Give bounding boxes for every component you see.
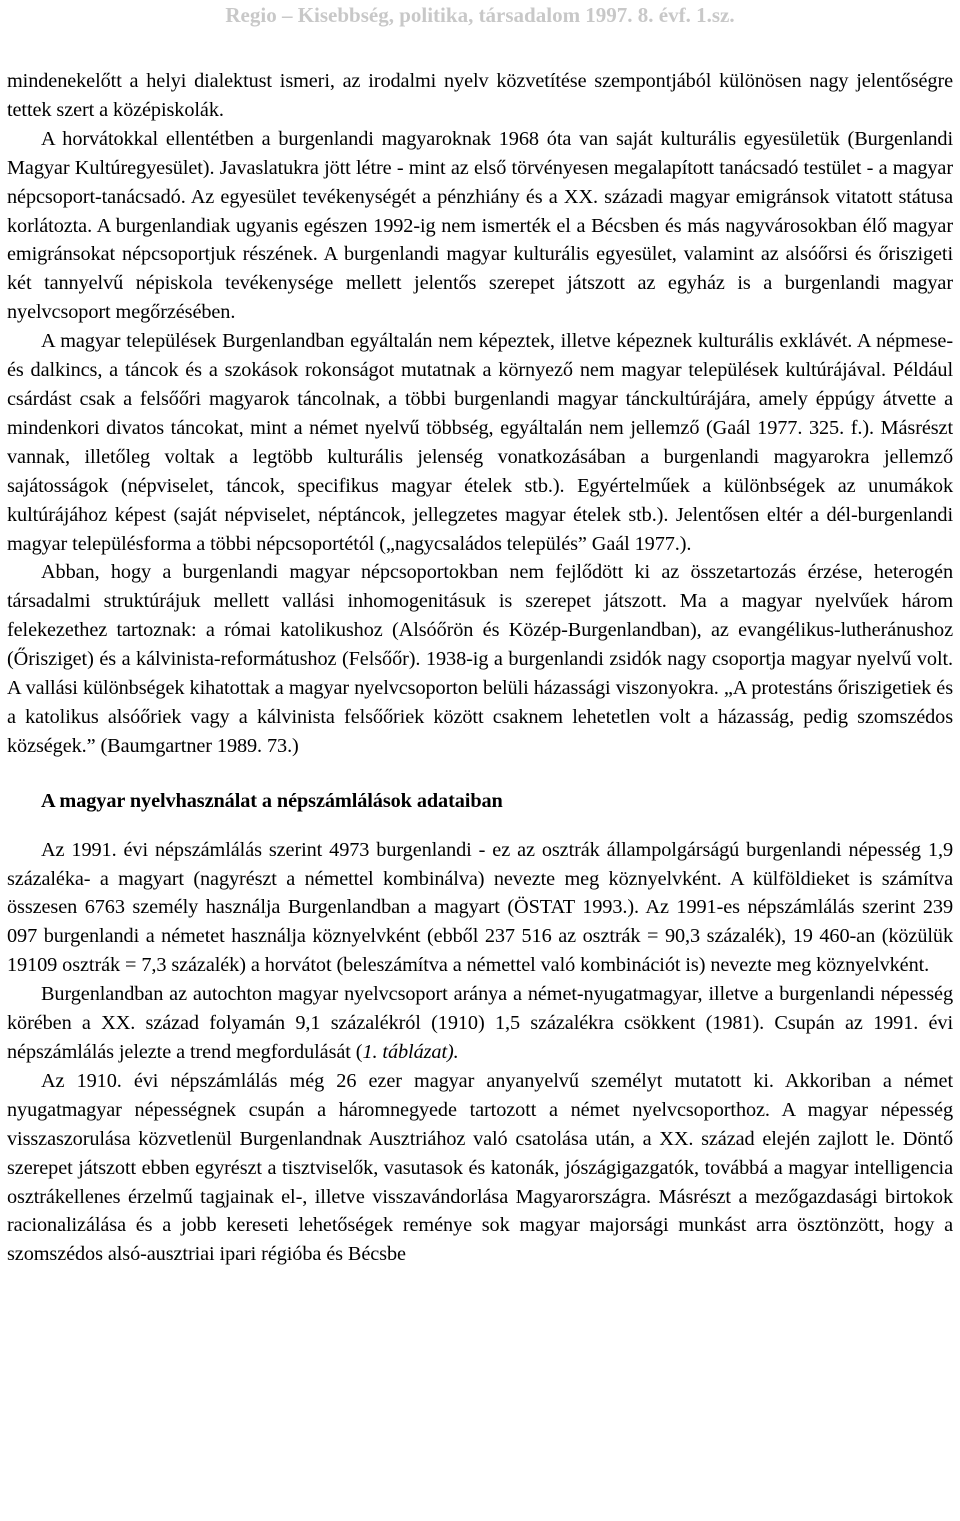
paragraph: Az 1991. évi népszámlálás szerint 4973 burgenlandi - ez az osztrák állampolgárságú burgenlandi népesség 1,9 százaléka- a magyart (nagyrészt a némettel kombinálva) nevezte meg köznyelvként. A külföldieket is számítva összesen 6763 személy használja Burgenlandban a magyart (ÖSTAT 1993.). Az 1991-es népszámlálás szerint 239 097 burgenlandi a németet használja köznyelvként (ebből 237 516 az osztrák = 90,3 százalék), 19 460-an (közülük 19109 osztrák = 7,3 százalék) a horvátot (beleszámítva a némettel való kombinációt is) nevezte meg köznyelvként. xyxy=(7,838,953,977)
section-heading: A magyar nyelvhasználat a népszámlálások adataiban xyxy=(41,789,503,812)
paragraph: Abban, hogy a burgenlandi magyar népcsoportokban nem fejlődött ki az összetartozás érzése, heterogén társadalmi struktúrájuk mellett vallási inhomogenitásuk is szerepet játszott. Ma a magyar nyelvűek három felekezethez tartoznak: a római katolikushoz (Alsóőrön és Közép-Burgenlandban), az evangélikus-lutheránushoz (Őrisziget) és a kálvinista-reformátushoz (Felsőőr). 1938-ig a burgenlandi zsidók nagy csoportja magyar nyelvű volt. A vallási különbségek kihatottak a magyar nyelvcsoporton belüli házassági viszonyokra. „A protestáns őriszigetiek és a katolikus alsóőriek vagy a kálvinista felsőőriek között csaknem lehetetlen volt a házasság, pedig szomszédos községek.” (Baumgartner 1989. 73.) xyxy=(7,561,953,757)
table-reference: 1. táblázat). xyxy=(362,1041,459,1063)
paragraph: mindenekelőtt a helyi dialektust ismeri, az irodalmi nyelv közvetítése szempontjából különösen nagy jelentőségre tettek szert a középiskolák. xyxy=(7,70,953,121)
paragraph xyxy=(7,980,953,1067)
paragraph: A magyar települések Burgenlandban egyáltalán nem képeztek, illetve képeznek kulturális exklávét. A népmese- és dalkincs, a táncok és a szokások rokonságot mutatnak a környező nem magyar települések kultúrájával. Például csárdást csak a felsőőri magyarok táncolnak, a többi burgenlandi magyar tánckultúrájára, amely éppúgy átvette a mindenkori divatos táncokat, mint a német nyelvű többség, egyáltalán nem jellemző (Gaál 1977. 325. f.). Másrészt vannak, illetőleg voltak a legtöbb kulturális jelenség vonatkozásában a burgenlandi magyarokra jellemző sajátosságok (népviselet, táncok, specifikus magyar ételek stb.). Egyértelműek a különbségek az unumákok kultúrájához képest (saját népviselet, néptáncok, jellegzetes magyar ételek stb.). Jelentősen eltér a dél-burgenlandi magyar településforma a többi népcsoportétól („nagycsaládos település” Gaál 1977.). xyxy=(7,330,953,555)
paragraph-text: Burgenlandban az autochton magyar nyelvcsoport aránya a német-nyugatmagyar, illetve a burgenlandi népesség körében a XX. század folyamán 9,1 százalékról (1910) 1,5 százalékra csökkent (1981). Csupán az 1991. évi népszámlálás jelezte a trend megfordulását ( xyxy=(7,983,953,1063)
running-header: Regio – Kisebbség, politika, társadalom 1997. 8. évf. 1.sz. xyxy=(225,3,735,27)
paragraph: A horvátokkal ellentétben a burgenlandi magyaroknak 1968 óta van saját kulturális egyesületük (Burgenlandi Magyar Kultúregyesület). Javaslatukra jött létre - mint az első törvényesen megalapított tanácsadó testület - a magyar népcsoport-tanácsadó. Az egyesület tevékenységét a pénzhiány és a XX. századi magyar emigránsok vitatott státusa korlátozta. A burgenlandiak ugyanis egészen 1992-ig nem ismerték el a Bécsben és más nagyvárosokban élő magyar emigránsokat népcsoportjuk részének. A burgenlandi magyar kulturális egyesület, valamint az alsóőrsi és őriszigeti két tannyelvű népiskola tevékenysége mellett jelentős szerepet játszott az egyház is a burgenlandi magyar nyelvcsoport megőrzésében. xyxy=(7,127,953,324)
paragraph: Az 1910. évi népszámlálás még 26 ezer magyar anyanyelvű személyt mutatott ki. Akkoriban a német nyugatmagyar népességnek csupán a háromnegyede tartozott a német nyelvcsoporthoz. A magyar népesség visszaszorulása közvetlenül Burgenlandnak Ausztriához való csatolása után, a XX. század elején zajlott le. Döntő szerepet játszott ebben egyrészt a tisztviselők, vasutasok és katonák, jószágigazgatók, továbbá a magyar intelligencia osztrákellenes érzelmű tagjainak el-, illetve visszavándorlása Magyarországra. Másrészt a mezőgazdasági birtokok racionalizálása és a jobb kereseti lehetőségek reménye sok magyar majorsági munkást arra ösztönzött, hogy a szomszédos alsó-ausztriai ipari régióba és Bécsbe xyxy=(7,1069,953,1266)
document-body xyxy=(7,67,953,1269)
